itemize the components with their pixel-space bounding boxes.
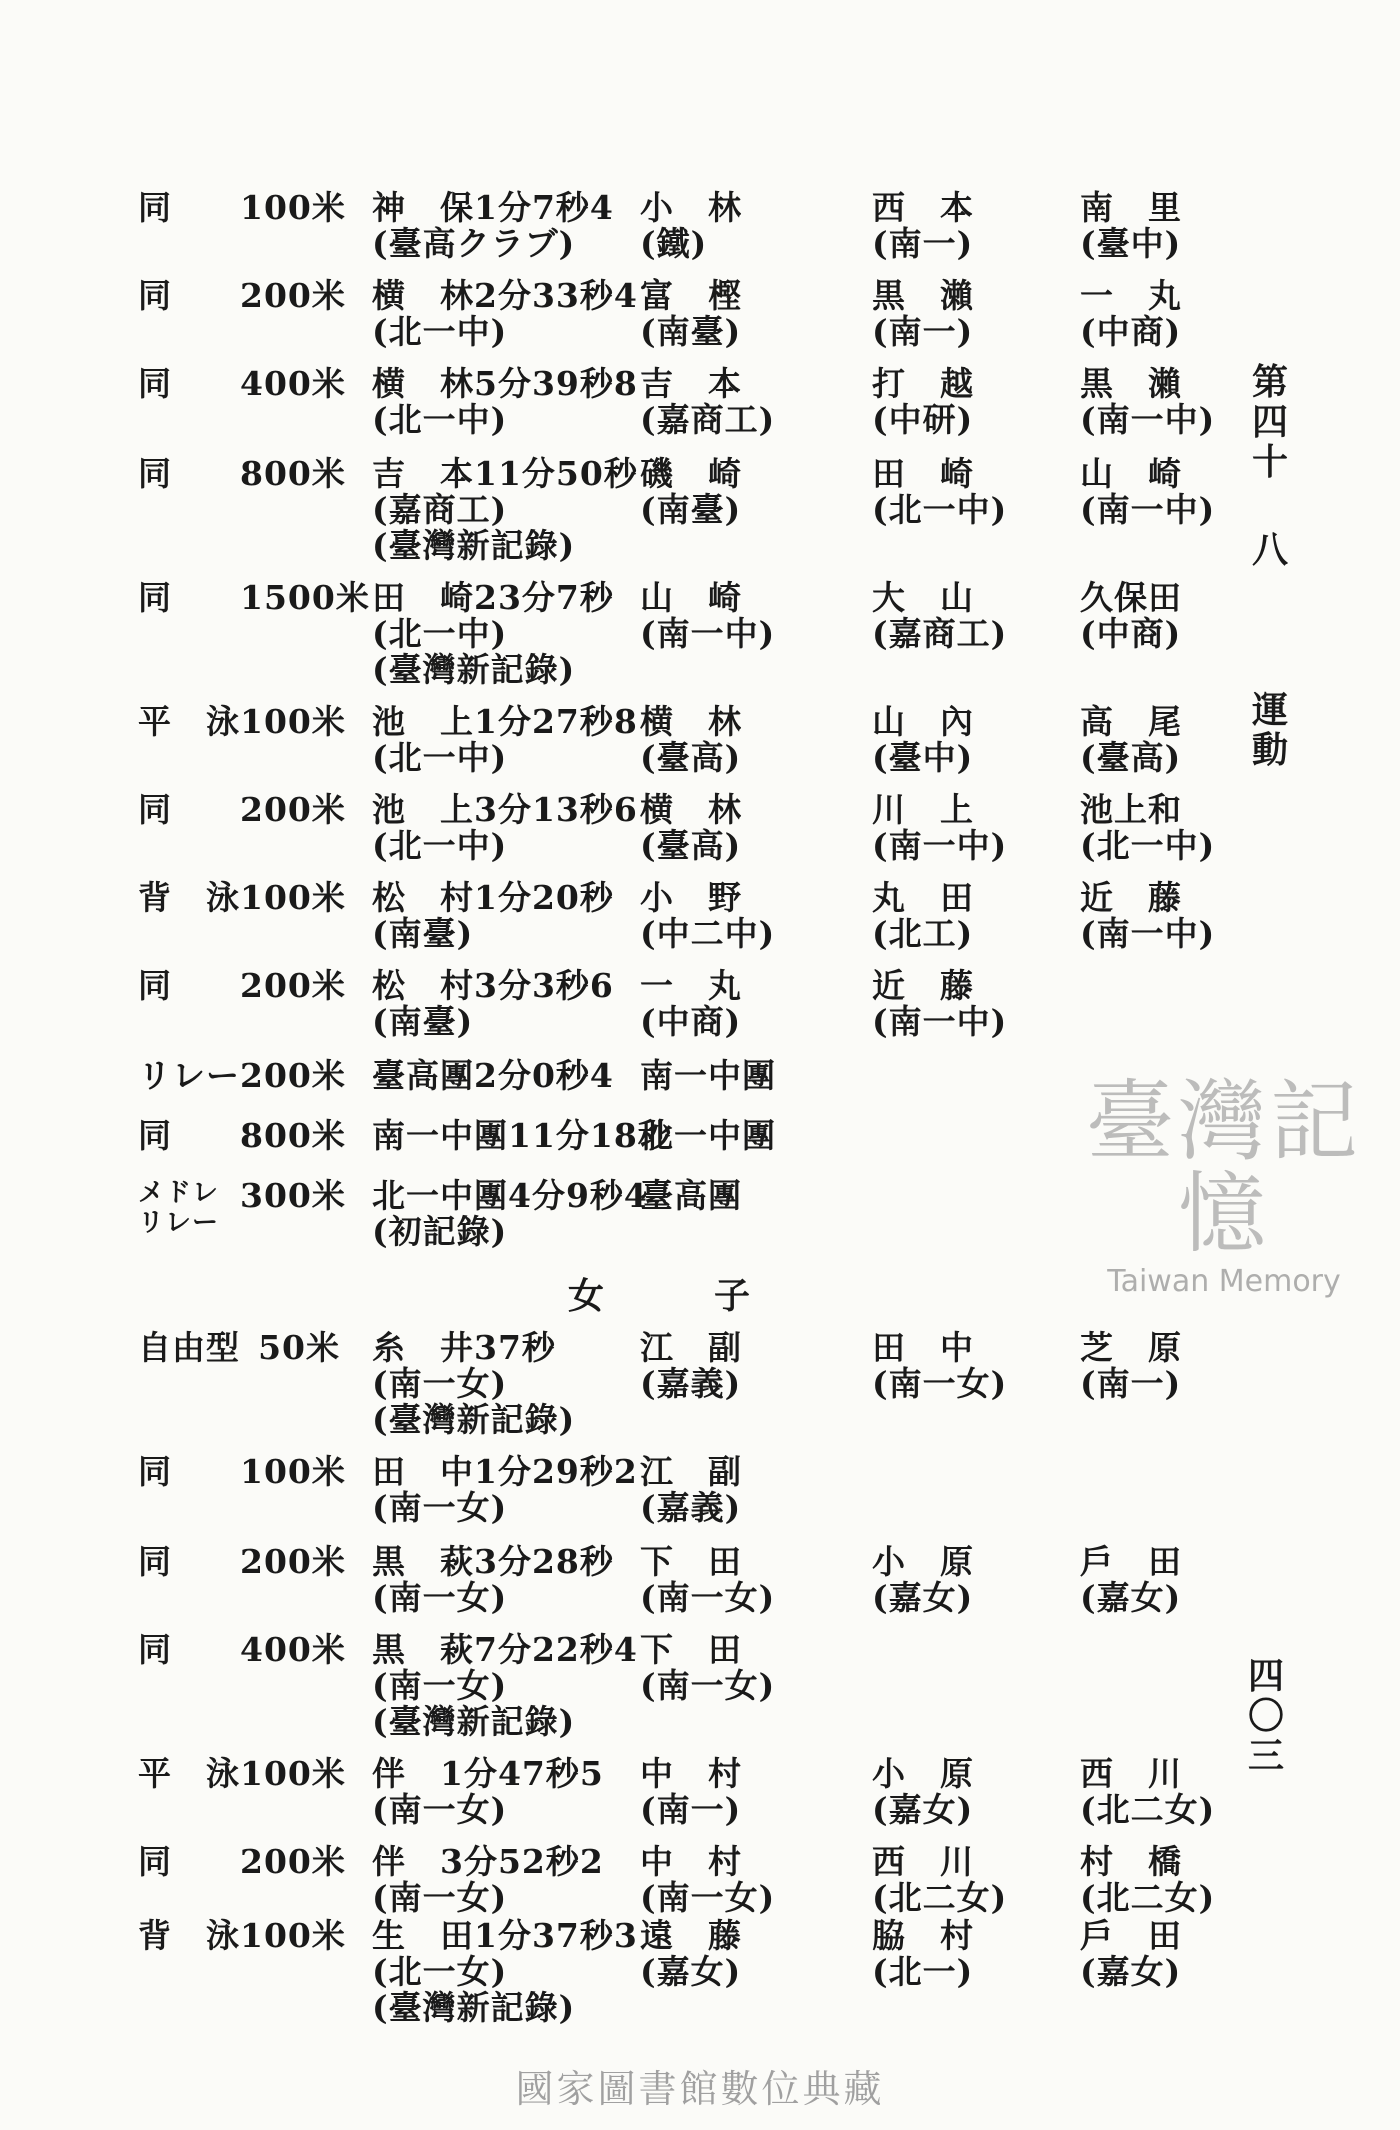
women-row-1-second xyxy=(640,1454,742,1526)
cell-line: (嘉義) xyxy=(640,1488,742,1527)
men-row-6-event xyxy=(138,792,172,828)
cell-line: 生 田1分37秒3 xyxy=(372,1916,638,1955)
cell-line: (中商) xyxy=(1080,614,1182,653)
men-row-7-event xyxy=(138,880,240,916)
women-row-0-first xyxy=(372,1330,575,1438)
cell-line: 西 川 xyxy=(1080,1754,1182,1793)
vertical-char: 四 xyxy=(1252,401,1289,443)
cell-line: (南一) xyxy=(872,312,974,351)
cell-line: 山 崎 xyxy=(1080,454,1182,493)
cell-line: 磯 崎 xyxy=(640,454,742,493)
cell-line: 同 xyxy=(138,1116,172,1155)
cell-line: (臺高クラブ) xyxy=(372,224,576,263)
cell-line: (臺灣新記錄) xyxy=(372,650,576,689)
cell-line: 臺高團2分0秒4 xyxy=(372,1056,614,1095)
cell-line: (臺灣新記錄) xyxy=(372,526,576,565)
cell-line: 背 泳 xyxy=(138,878,240,917)
cell-line: (南一) xyxy=(872,224,974,263)
men-row-4-first xyxy=(372,580,614,688)
cell-line: 松 村3分3秒6 xyxy=(372,966,614,1005)
cell-line: 伴 1分47秒5 xyxy=(372,1754,604,1793)
cell-line: 同 xyxy=(138,578,172,617)
vertical-char: 動 xyxy=(1252,729,1289,771)
cell-line: 打 越 xyxy=(872,364,974,403)
women-row-5-dist xyxy=(240,1842,346,1881)
cell-line: 同 xyxy=(138,1630,172,1669)
men-row-11-dist xyxy=(240,1176,346,1215)
cell-line: (北二女) xyxy=(872,1878,1008,1917)
watermark xyxy=(1048,1070,1400,1299)
men-row-6-dist xyxy=(240,790,346,829)
cell-line: (南一中) xyxy=(872,1002,1008,1041)
cell-line: (嘉商工) xyxy=(640,400,776,439)
men-row-8-dist xyxy=(240,966,346,1005)
cell-line: 200米 xyxy=(240,966,346,1005)
men-row-11-first xyxy=(372,1178,648,1250)
cell-line: 池 上1分27秒8 xyxy=(372,702,638,741)
cell-line: (臺高) xyxy=(640,738,742,777)
women-row-4-dist xyxy=(240,1754,346,1793)
cell-line: (南一女) xyxy=(372,1666,508,1705)
cell-line: 戶 田 xyxy=(1080,1916,1182,1955)
men-row-6-fourth xyxy=(1080,792,1215,864)
cell-line: 800米 xyxy=(240,454,346,493)
men-row-3-third xyxy=(872,456,1007,528)
cell-line: (中研) xyxy=(872,400,974,439)
cell-line: 遠 藤 xyxy=(640,1916,742,1955)
men-row-2-event xyxy=(138,366,172,402)
cell-line: 黒 瀨 xyxy=(872,276,974,315)
men-row-11-event xyxy=(138,1178,219,1238)
cell-line: (嘉女) xyxy=(872,1790,974,1829)
women-row-3-event xyxy=(138,1632,172,1668)
cell-line: (南一女) xyxy=(640,1878,776,1917)
cell-line: 池 上3分13秒6 xyxy=(372,790,638,829)
cell-line: 伴 3分52秒2 xyxy=(372,1842,604,1881)
men-row-7-first xyxy=(372,880,614,952)
women-row-4-first xyxy=(372,1756,604,1828)
cell-line: 臺高團 xyxy=(640,1176,742,1215)
women-row-4-third xyxy=(872,1756,974,1828)
cell-line: 小 原 xyxy=(872,1754,974,1793)
cell-line: (南一中) xyxy=(872,826,1008,865)
cell-line: 南一中團 xyxy=(640,1056,776,1095)
cell-line: 同 xyxy=(138,1542,172,1581)
men-row-3-second xyxy=(640,456,742,528)
cell-line: 200米 xyxy=(240,790,346,829)
women-row-4-fourth xyxy=(1080,1756,1215,1828)
cell-line: (北一中) xyxy=(372,312,508,351)
vertical-char: 第 xyxy=(1252,361,1289,403)
cell-line: (南一女) xyxy=(372,1790,508,1829)
women-row-3-first xyxy=(372,1632,638,1740)
cell-line: 下 田 xyxy=(640,1630,742,1669)
women-row-2-first xyxy=(372,1544,614,1616)
cell-line: (南臺) xyxy=(640,490,742,529)
men-row-4-dist xyxy=(240,578,370,617)
cell-line: 400米 xyxy=(240,364,346,403)
cell-line: 近 藤 xyxy=(1080,878,1182,917)
cell-line: 200米 xyxy=(240,1056,346,1095)
cell-line: (北二女) xyxy=(1080,1790,1216,1829)
cell-line: 同 xyxy=(138,966,172,1005)
cell-line: 丸 田 xyxy=(872,878,974,917)
footer-credit: 國家圖書館數位典藏 xyxy=(515,2067,885,2111)
cell-line: 吉 本11分50秒 xyxy=(372,454,638,493)
men-row-4-fourth xyxy=(1080,580,1182,652)
men-row-9-second xyxy=(640,1058,776,1094)
women-row-0-third xyxy=(872,1330,1007,1402)
cell-line: (南一中) xyxy=(640,614,776,653)
cell-line: (南一中) xyxy=(1080,490,1216,529)
cell-line: (臺高) xyxy=(640,826,742,865)
women-row-0-dist xyxy=(240,1330,340,1366)
cell-line: 南 里 xyxy=(1080,188,1182,227)
cell-line: (初記錄) xyxy=(372,1212,508,1251)
men-row-7-dist xyxy=(240,878,346,917)
cell-line: 芝 原 xyxy=(1080,1328,1182,1367)
cell-line: (中商) xyxy=(640,1002,742,1041)
cell-line: 黒 萩7分22秒4 xyxy=(372,1630,638,1669)
men-row-6-third xyxy=(872,792,1007,864)
cell-line: (臺灣新記錄) xyxy=(372,1702,576,1741)
men-row-6-second xyxy=(640,792,742,864)
cell-line: 同 xyxy=(138,1452,172,1491)
cell-line: (南一中) xyxy=(1080,914,1216,953)
cell-line: 北一中團 xyxy=(640,1116,776,1155)
cell-line: 黒 萩3分28秒 xyxy=(372,1542,614,1581)
men-row-0-fourth xyxy=(1080,190,1182,262)
vertical-char: 四 xyxy=(1248,1655,1285,1697)
cell-line: (中二中) xyxy=(640,914,776,953)
men-row-2-dist xyxy=(240,364,346,403)
cell-line: (嘉商工) xyxy=(372,490,508,529)
men-row-10-first xyxy=(372,1118,672,1154)
cell-line: (北一中) xyxy=(372,826,508,865)
cell-line: 200米 xyxy=(240,1542,346,1581)
cell-line: 400米 xyxy=(240,1630,346,1669)
women-row-2-third xyxy=(872,1544,974,1616)
cell-line: 山 崎 xyxy=(640,578,742,617)
women-row-1-first xyxy=(372,1454,638,1526)
cell-line: メドレ xyxy=(138,1178,220,1208)
women-row-4-event xyxy=(138,1756,240,1792)
women-row-2-dist xyxy=(240,1542,346,1581)
men-row-6-first xyxy=(372,792,638,864)
cell-line: 江 副 xyxy=(640,1328,742,1367)
cell-line: (南一女) xyxy=(872,1364,1008,1403)
men-row-5-second xyxy=(640,704,742,776)
cell-line: 一 丸 xyxy=(640,966,742,1005)
cell-line: (北一中) xyxy=(372,614,508,653)
cell-line: 中 村 xyxy=(640,1754,742,1793)
cell-line: (北工) xyxy=(872,914,974,953)
men-row-2-fourth xyxy=(1080,366,1215,438)
men-row-5-third xyxy=(872,704,974,776)
men-row-1-second xyxy=(640,278,742,350)
women-row-6-first xyxy=(372,1918,638,2026)
men-row-2-third xyxy=(872,366,974,438)
vertical-char: 〇 xyxy=(1248,1695,1285,1737)
women-row-6-fourth xyxy=(1080,1918,1182,1990)
men-row-0-second xyxy=(640,190,742,262)
cell-line: (北一中) xyxy=(372,738,508,777)
women-row-5-first xyxy=(372,1844,604,1916)
women-row-5-third xyxy=(872,1844,1007,1916)
cell-line: (臺灣新記錄) xyxy=(372,1400,576,1439)
women-row-1-dist xyxy=(240,1452,346,1491)
cell-line: 100米 xyxy=(240,1754,346,1793)
cell-line: 100米 xyxy=(240,188,346,227)
cell-line: 戶 田 xyxy=(1080,1542,1182,1581)
men-row-8-third xyxy=(872,968,1007,1040)
cell-line: 村 橋 xyxy=(1080,1842,1182,1881)
cell-line: 100米 xyxy=(240,702,346,741)
men-row-1-dist xyxy=(240,276,346,315)
cell-line: 西 本 xyxy=(872,188,974,227)
cell-line: (南臺) xyxy=(372,914,474,953)
cell-line: 100米 xyxy=(240,1452,346,1491)
cell-line: 1500米 xyxy=(240,578,370,617)
side-title xyxy=(1252,362,1288,770)
cell-line: (北一女) xyxy=(372,1952,508,1991)
cell-line: (南一女) xyxy=(372,1878,508,1917)
cell-line: 北一中團4分9秒4 xyxy=(372,1176,648,1215)
cell-line: 同 xyxy=(138,276,172,315)
cell-line: (北一中) xyxy=(872,490,1008,529)
cell-line: (臺灣新記錄) xyxy=(372,1988,576,2027)
page-number xyxy=(1248,1656,1284,1776)
cell-line: 同 xyxy=(138,1842,172,1881)
men-row-8-second xyxy=(640,968,742,1040)
cell-line: 小 野 xyxy=(640,878,742,917)
cell-line: 脇 村 xyxy=(872,1916,974,1955)
men-row-4-second xyxy=(640,580,775,652)
cell-line: (南一女) xyxy=(640,1666,776,1705)
women-row-3-dist xyxy=(240,1630,346,1669)
cell-line: 100米 xyxy=(240,1916,346,1955)
cell-line: 田 中 xyxy=(872,1328,974,1367)
women-row-2-event xyxy=(138,1544,172,1580)
cell-line: 同 xyxy=(138,364,172,403)
cell-line: 平 泳 xyxy=(138,1754,240,1793)
men-row-0-first xyxy=(372,190,614,262)
cell-line: 中 村 xyxy=(640,1842,742,1881)
vertical-char: 八 xyxy=(1252,529,1289,571)
cell-line: 富 樫 xyxy=(640,276,742,315)
cell-line: (嘉女) xyxy=(1080,1952,1182,1991)
vertical-char: 十 xyxy=(1252,441,1289,483)
men-row-7-third xyxy=(872,880,974,952)
cell-line: (嘉女) xyxy=(872,1578,974,1617)
men-row-1-third xyxy=(872,278,974,350)
women-row-6-third xyxy=(872,1918,974,1990)
women-row-6-event xyxy=(138,1918,240,1954)
cell-line: 黒 瀨 xyxy=(1080,364,1182,403)
men-row-11-second xyxy=(640,1178,742,1214)
women-row-5-fourth xyxy=(1080,1844,1215,1916)
cell-line: 横 林2分33秒4 xyxy=(372,276,638,315)
cell-line: 久保田 xyxy=(1080,578,1182,617)
cell-line: 横 林 xyxy=(640,790,742,829)
cell-line: (南一) xyxy=(1080,1364,1182,1403)
cell-line: 300米 xyxy=(240,1176,346,1215)
watermark-cn: 臺灣記憶 xyxy=(1085,1070,1362,1265)
cell-line: 吉 本 xyxy=(640,364,742,403)
cell-line: 800米 xyxy=(240,1116,346,1155)
women-row-5-event xyxy=(138,1844,172,1880)
cell-line: 背 泳 xyxy=(138,1916,240,1955)
cell-line: 江 副 xyxy=(640,1452,742,1491)
women-row-6-dist xyxy=(240,1916,346,1955)
women-row-2-second xyxy=(640,1544,775,1616)
vertical-char: 運 xyxy=(1252,689,1289,731)
cell-line: (北二女) xyxy=(1080,1878,1216,1917)
men-row-5-first xyxy=(372,704,638,776)
men-row-1-first xyxy=(372,278,638,350)
cell-line: (北一中) xyxy=(1080,826,1216,865)
cell-line: 神 保1分7秒4 xyxy=(372,188,614,227)
cell-line: 自由型 xyxy=(138,1328,240,1367)
women-heading: 女子 xyxy=(568,1275,861,1317)
cell-line: (南一女) xyxy=(372,1578,508,1617)
men-row-8-event xyxy=(138,968,172,1004)
cell-line: 平 泳 xyxy=(138,702,240,741)
cell-line: 高 尾 xyxy=(1080,702,1182,741)
men-row-9-first xyxy=(372,1058,614,1094)
cell-line: 田 崎 xyxy=(872,454,974,493)
cell-line: 西 川 xyxy=(872,1842,974,1881)
men-row-3-dist xyxy=(240,454,346,493)
men-row-3-fourth xyxy=(1080,456,1215,528)
cell-line: (嘉女) xyxy=(1080,1578,1182,1617)
men-row-1-event xyxy=(138,278,172,314)
cell-line: (鐵) xyxy=(640,224,708,263)
cell-line: 200米 xyxy=(240,276,346,315)
cell-line: 山 內 xyxy=(872,702,974,741)
cell-line: (北一中) xyxy=(372,400,508,439)
men-row-0-third xyxy=(872,190,974,262)
women-row-4-second xyxy=(640,1756,742,1828)
women-row-2-fourth xyxy=(1080,1544,1182,1616)
cell-line: (南一女) xyxy=(372,1488,508,1527)
cell-line: リレー xyxy=(138,1056,240,1095)
cell-line: (北一) xyxy=(872,1952,974,1991)
cell-line: (南臺) xyxy=(372,1002,474,1041)
cell-line: 下 田 xyxy=(640,1542,742,1581)
cell-line: (南一女) xyxy=(372,1364,508,1403)
cell-line: 100米 xyxy=(240,878,346,917)
cell-line: (臺中) xyxy=(872,738,974,777)
vertical-char: 三 xyxy=(1248,1735,1285,1777)
cell-line: (臺中) xyxy=(1080,224,1182,263)
men-row-10-event xyxy=(138,1118,172,1154)
men-row-10-second xyxy=(640,1118,776,1154)
cell-line: 南一中團11分18秒 xyxy=(372,1116,672,1155)
men-row-2-first xyxy=(372,366,638,438)
men-row-8-first xyxy=(372,968,614,1040)
cell-line: 一 丸 xyxy=(1080,276,1182,315)
men-row-5-event xyxy=(138,704,240,740)
men-row-9-event xyxy=(138,1058,240,1094)
cell-line: 糸 井37秒 xyxy=(372,1328,556,1367)
watermark-en: Taiwan Memory xyxy=(1107,1264,1341,1299)
men-row-0-event xyxy=(138,190,172,226)
cell-line: (中商) xyxy=(1080,312,1182,351)
cell-line: 横 林5分39秒8 xyxy=(372,364,638,403)
cell-line: (南臺) xyxy=(640,312,742,351)
men-row-5-dist xyxy=(240,702,346,741)
women-row-0-event xyxy=(138,1330,240,1366)
cell-line: (嘉義) xyxy=(640,1364,742,1403)
cell-line: (南一女) xyxy=(640,1578,776,1617)
cell-line: (南一中) xyxy=(1080,400,1216,439)
cell-line: 田 中1分29秒2 xyxy=(372,1452,638,1491)
women-row-6-second xyxy=(640,1918,742,1990)
women-row-0-fourth xyxy=(1080,1330,1182,1402)
men-row-10-dist xyxy=(240,1116,346,1155)
cell-line: 同 xyxy=(138,790,172,829)
cell-line: (南一) xyxy=(640,1790,742,1829)
cell-line: 小 林 xyxy=(640,188,742,227)
men-row-7-fourth xyxy=(1080,880,1215,952)
cell-line: 200米 xyxy=(240,1842,346,1881)
cell-line: 大 山 xyxy=(872,578,974,617)
cell-line: 田 崎23分7秒 xyxy=(372,578,614,617)
cell-line: 松 村1分20秒 xyxy=(372,878,614,917)
men-row-3-first xyxy=(372,456,638,564)
cell-line: 池上和 xyxy=(1080,790,1182,829)
women-row-0-second xyxy=(640,1330,742,1402)
cell-line: (嘉女) xyxy=(640,1952,742,1991)
cell-line: 川 上 xyxy=(872,790,974,829)
cell-line: 50米 xyxy=(258,1328,340,1367)
men-row-5-fourth xyxy=(1080,704,1182,776)
men-row-0-dist xyxy=(240,188,346,227)
cell-line: (臺高) xyxy=(1080,738,1182,777)
men-row-7-second xyxy=(640,880,775,952)
men-row-2-second xyxy=(640,366,775,438)
cell-line: 同 xyxy=(138,188,172,227)
women-row-1-event xyxy=(138,1454,172,1490)
men-row-3-event xyxy=(138,456,172,492)
women-row-3-second xyxy=(640,1632,775,1704)
cell-line: リレー xyxy=(138,1208,220,1238)
women-row-5-second xyxy=(640,1844,775,1916)
cell-line: 横 林 xyxy=(640,702,742,741)
men-row-4-event xyxy=(138,580,172,616)
men-row-4-third xyxy=(872,580,1007,652)
men-row-9-dist xyxy=(240,1056,346,1095)
cell-line: (嘉商工) xyxy=(872,614,1008,653)
cell-line: 近 藤 xyxy=(872,966,974,1005)
cell-line: 同 xyxy=(138,454,172,493)
cell-line: 小 原 xyxy=(872,1542,974,1581)
men-row-1-fourth xyxy=(1080,278,1182,350)
